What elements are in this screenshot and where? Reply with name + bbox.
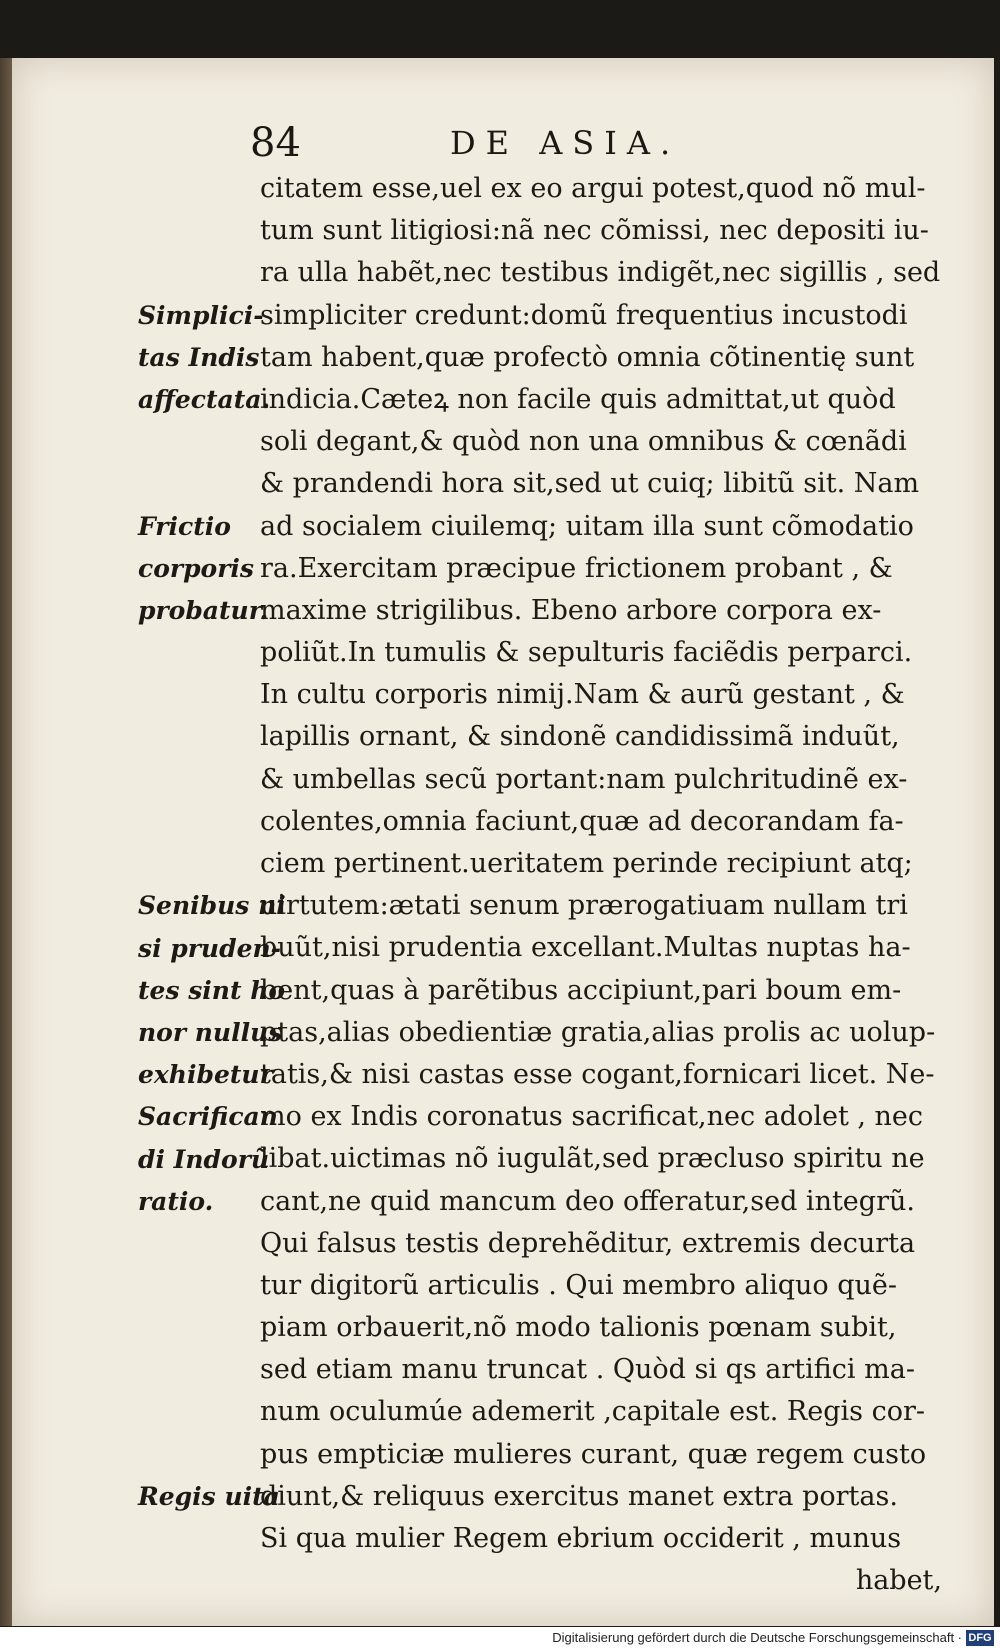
body-text [260,168,950,1602]
text-line: & umbellas secũ portant:nam pulchritudinẽ ex- [260,763,908,795]
text-line: ciem pertinent.ueritatem perinde recipiunt atq; [260,848,913,879]
margin-note: Frictio [138,511,231,541]
text-line: & prandendi hora sit,sed ut cuiq; libitũ sit. Nam [260,468,920,500]
text-line: poliũt.In tumulis & sepulturis faciẽdis perparci. [260,637,913,669]
footer-bar [0,1627,1000,1651]
text-line: piam orbauerit,nõ modo talionis pœnam subit, [260,1312,897,1344]
text-line: ra.Exercitam præcipue frictionem probant , & [260,552,893,584]
running-title: DE ASIA. [450,124,681,162]
text-line: num oculumúe ademerit ,capitale est. Regis cor- [260,1396,926,1428]
text-line: tum sunt litigiosi:nã nec cõmissi, nec depositi iu- [260,215,929,247]
text-line: lapillis ornant, & sindonẽ candidissimã induũt, [260,721,900,753]
margin-note: tas Indis [138,342,260,372]
text-line: Si qua mulier Regem ebrium occiderit , munus [260,1523,902,1554]
text-line: simpliciter credunt:domũ frequentius incustodi [260,299,908,331]
text-line: tam habent,quæ profectò omnia cõtinentię sunt [260,341,915,373]
text-line: tatis,& nisi castas esse cogant,fornicari licet. Ne- [260,1058,935,1090]
margin-note: corporis [138,553,254,583]
margin-note: Senibus ni [138,891,286,921]
margin-note: Simplici- [138,300,264,330]
text-line: libat.uictimas nõ iugulãt,sed præcluso spiritu ne [260,1143,925,1175]
text-line: indicia.Cæteꝝ non facile quis admittat,ut quòd [260,383,896,415]
text-line: ad socialem ciuilemq; uitam illa sunt cõmodatio [260,510,914,542]
text-line: ra ulla habẽt,nec testibus indigẽt,nec sigillis , sed [260,257,941,289]
margin-note: affectata. [138,385,271,414]
text-line: soli degant,& quòd non una omnibus & cœnãdi [260,426,907,458]
margin-note: di Indorũ [138,1144,270,1174]
text-line: tur digitorũ articulis . Qui membro aliquo quẽ- [260,1269,898,1301]
margin-note: si pruden- [138,933,282,963]
text-line: diunt,& reliquus exercitus manet extra portas. [260,1480,898,1512]
margin-note: exhibetur [138,1060,273,1090]
dfg-logo: DFG [966,1630,994,1646]
text-line: sed etiam manu truncat . Quòd si qs artifici ma- [260,1354,915,1386]
margin-note: Regis uita [138,1482,280,1512]
text-line: In cultu corporis nimij.Nam & aurũ gestant , & [260,679,905,711]
text-line: pus empticiæ mulieres curant, quæ regem custo [260,1438,927,1470]
margin-note: probatur. [138,596,269,625]
text-line: maxime strigilibus. Ebeno arbore corpora ex- [260,594,882,626]
text-line: buũt,nisi prudentia excellant.Multas nuptas ha- [260,932,911,964]
footer-credit: Digitalisierung gefördert durch die Deutsche Forschungsgemeinschaft · [552,1630,962,1645]
text-line: citatem esse,uel ex eo argui potest,quod nõ mul- [260,173,926,204]
text-line: Qui falsus testis deprehẽditur, extremis decurta [260,1227,916,1259]
text-line: bent,quas à parẽtibus accipiunt,pari boum em- [260,974,902,1006]
text-line: ptas,alias obedientiæ gratia,alias prolis ac uolup- [260,1016,936,1048]
text-line: mo ex Indis coronatus sacrificat,nec adolet , nec [260,1101,924,1133]
text-line: uirtutem:ætati senum prærogatiuam nullam tri [260,890,908,922]
margin-note: Sacrifican [138,1102,278,1132]
margin-note: nor nullus [138,1018,283,1047]
text-line: colentes,omnia faciunt,quæ ad decorandam fa- [260,805,904,837]
text-line: cant,ne quid mancum deo offeratur,sed integrũ. [260,1185,915,1217]
catchword: habet, [855,1565,942,1597]
margin-note: tes sint ho [138,975,286,1005]
margin-note: ratio. [138,1186,214,1216]
page-number: 84 [250,120,301,166]
